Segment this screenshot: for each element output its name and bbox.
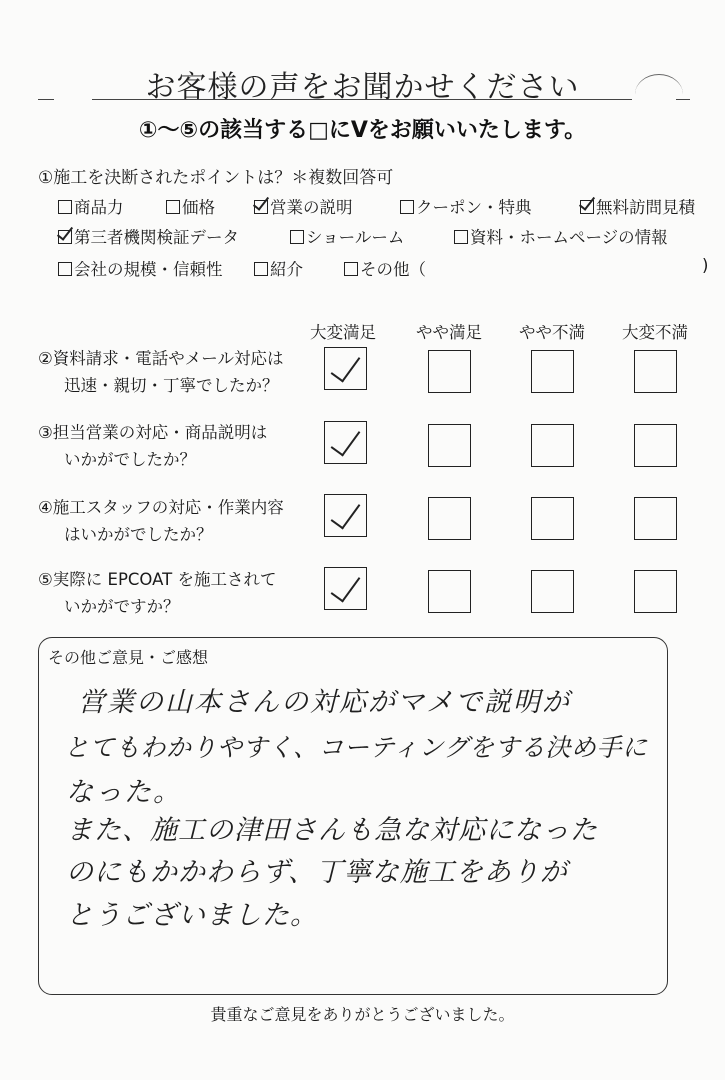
question-line: 迅速・親切・丁寧でしたか？ — [64, 376, 279, 395]
title-rule-left — [38, 99, 54, 100]
option-shiryo-homepage[interactable] — [454, 224, 668, 248]
option-coupon[interactable] — [400, 194, 532, 218]
checkbox-checked[interactable] — [58, 230, 72, 244]
rating-box-q3-very-satisfied[interactable] — [324, 421, 367, 464]
question-line: はいかがでしたか？ — [64, 525, 213, 544]
handwritten-line: とうございました。 — [66, 900, 318, 931]
footer-thanks: 貴重なご意見をありがとうございました。 — [210, 1005, 515, 1024]
col-header-very-dissatisfied: 大変不満 — [622, 323, 688, 342]
handwritten-line: また、施工の津田さんも急な対応になった — [66, 815, 598, 846]
rating-box-q3-somewhat-satisfied[interactable] — [428, 424, 471, 467]
checkbox[interactable] — [166, 200, 180, 214]
checkbox[interactable] — [344, 262, 358, 276]
option-label: クーポン・特典 — [416, 198, 532, 217]
checkbox-checked[interactable] — [580, 200, 594, 214]
checkbox-checked[interactable] — [254, 200, 268, 214]
rating-box-q5-somewhat-dissatisfied[interactable] — [531, 570, 574, 613]
instructions: ①～⑤の該当する□にVをお願いいたします。 — [138, 118, 587, 143]
option-kakaku[interactable] — [166, 194, 215, 218]
rating-box-q5-somewhat-satisfied[interactable] — [428, 570, 471, 613]
option-label: 資料・ホームページの情報 — [470, 228, 668, 247]
option-showroom[interactable] — [290, 224, 404, 248]
option-kibo-shinraisei[interactable] — [58, 256, 223, 280]
checkbox[interactable] — [254, 262, 268, 276]
option-shohinryoku[interactable] — [58, 194, 124, 218]
handwritten-line: なった。 — [66, 777, 182, 808]
col-header-very-satisfied: 大変満足 — [310, 323, 376, 342]
question-line: ③担当営業の対応・商品説明は — [38, 423, 268, 442]
checkbox[interactable] — [290, 230, 304, 244]
question-3 — [38, 419, 328, 473]
comments-label: その他ご意見・ご感想 — [48, 648, 209, 667]
question-4 — [38, 494, 328, 548]
option-sonota[interactable] — [344, 256, 426, 280]
form-title: お客様の声をお聞かせください — [145, 70, 580, 105]
option-label: 第三者機関検証データ — [74, 228, 239, 247]
question-5 — [38, 566, 328, 620]
rating-box-q3-very-dissatisfied[interactable] — [634, 424, 677, 467]
rating-box-q4-somewhat-satisfied[interactable] — [428, 497, 471, 540]
option-label: 紹介 — [270, 260, 303, 279]
handwritten-line: とてもわかりやすく、コーティングをする決め手に — [64, 733, 648, 762]
question-2 — [38, 345, 328, 399]
question-line: いかがでしたか？ — [64, 450, 196, 469]
question-line: ④施工スタッフの対応・作業内容 — [38, 498, 284, 517]
option-daisansha[interactable] — [58, 224, 239, 248]
checkbox[interactable] — [58, 200, 72, 214]
rating-box-q4-very-satisfied[interactable] — [324, 494, 367, 537]
q1-label: ①施工を決断されたポイントは？＊複数回答可 — [38, 168, 394, 188]
rating-box-q3-somewhat-dissatisfied[interactable] — [531, 424, 574, 467]
option-label: 無料訪問見積 — [596, 198, 695, 217]
rating-box-q4-very-dissatisfied[interactable] — [634, 497, 677, 540]
option-muryo-mitsumori[interactable] — [580, 194, 695, 218]
rating-box-q2-somewhat-dissatisfied[interactable] — [531, 350, 574, 393]
option-label: 会社の規模・信頼性 — [74, 260, 223, 279]
option-label: その他（ — [360, 260, 426, 279]
handwritten-line: のにもかかわらず、丁寧な施工をありが — [66, 857, 568, 888]
option-label: 営業の説明 — [270, 198, 353, 217]
question-line: ②資料請求・電話やメール対応は — [38, 349, 284, 368]
option-eigyo-setsumei[interactable] — [254, 194, 353, 218]
checkbox[interactable] — [400, 200, 414, 214]
option-label: 価格 — [182, 198, 215, 217]
rating-box-q5-very-dissatisfied[interactable] — [634, 570, 677, 613]
option-label: 商品力 — [74, 198, 124, 217]
title-underline — [92, 99, 632, 100]
question-line: ⑤実際に EPCOAT を施工されて — [38, 570, 277, 589]
corner-mark — [635, 74, 683, 115]
rating-box-q2-somewhat-satisfied[interactable] — [428, 350, 471, 393]
option-sonota-close: ) — [702, 256, 709, 275]
col-header-somewhat-dissatisfied: やや不満 — [519, 323, 585, 342]
checkbox[interactable] — [454, 230, 468, 244]
option-label: ショールーム — [306, 228, 405, 247]
rating-box-q5-very-satisfied[interactable] — [324, 567, 367, 610]
checkbox[interactable] — [58, 262, 72, 276]
rating-box-q4-somewhat-dissatisfied[interactable] — [531, 497, 574, 540]
option-shokai[interactable] — [254, 256, 303, 280]
col-header-somewhat-satisfied: やや満足 — [416, 323, 482, 342]
rating-box-q2-very-dissatisfied[interactable] — [634, 350, 677, 393]
handwritten-line: 営業の山本さんの対応がマメで説明が — [78, 687, 571, 718]
rating-box-q2-very-satisfied[interactable] — [324, 347, 367, 390]
question-line: いかがですか？ — [64, 597, 180, 616]
